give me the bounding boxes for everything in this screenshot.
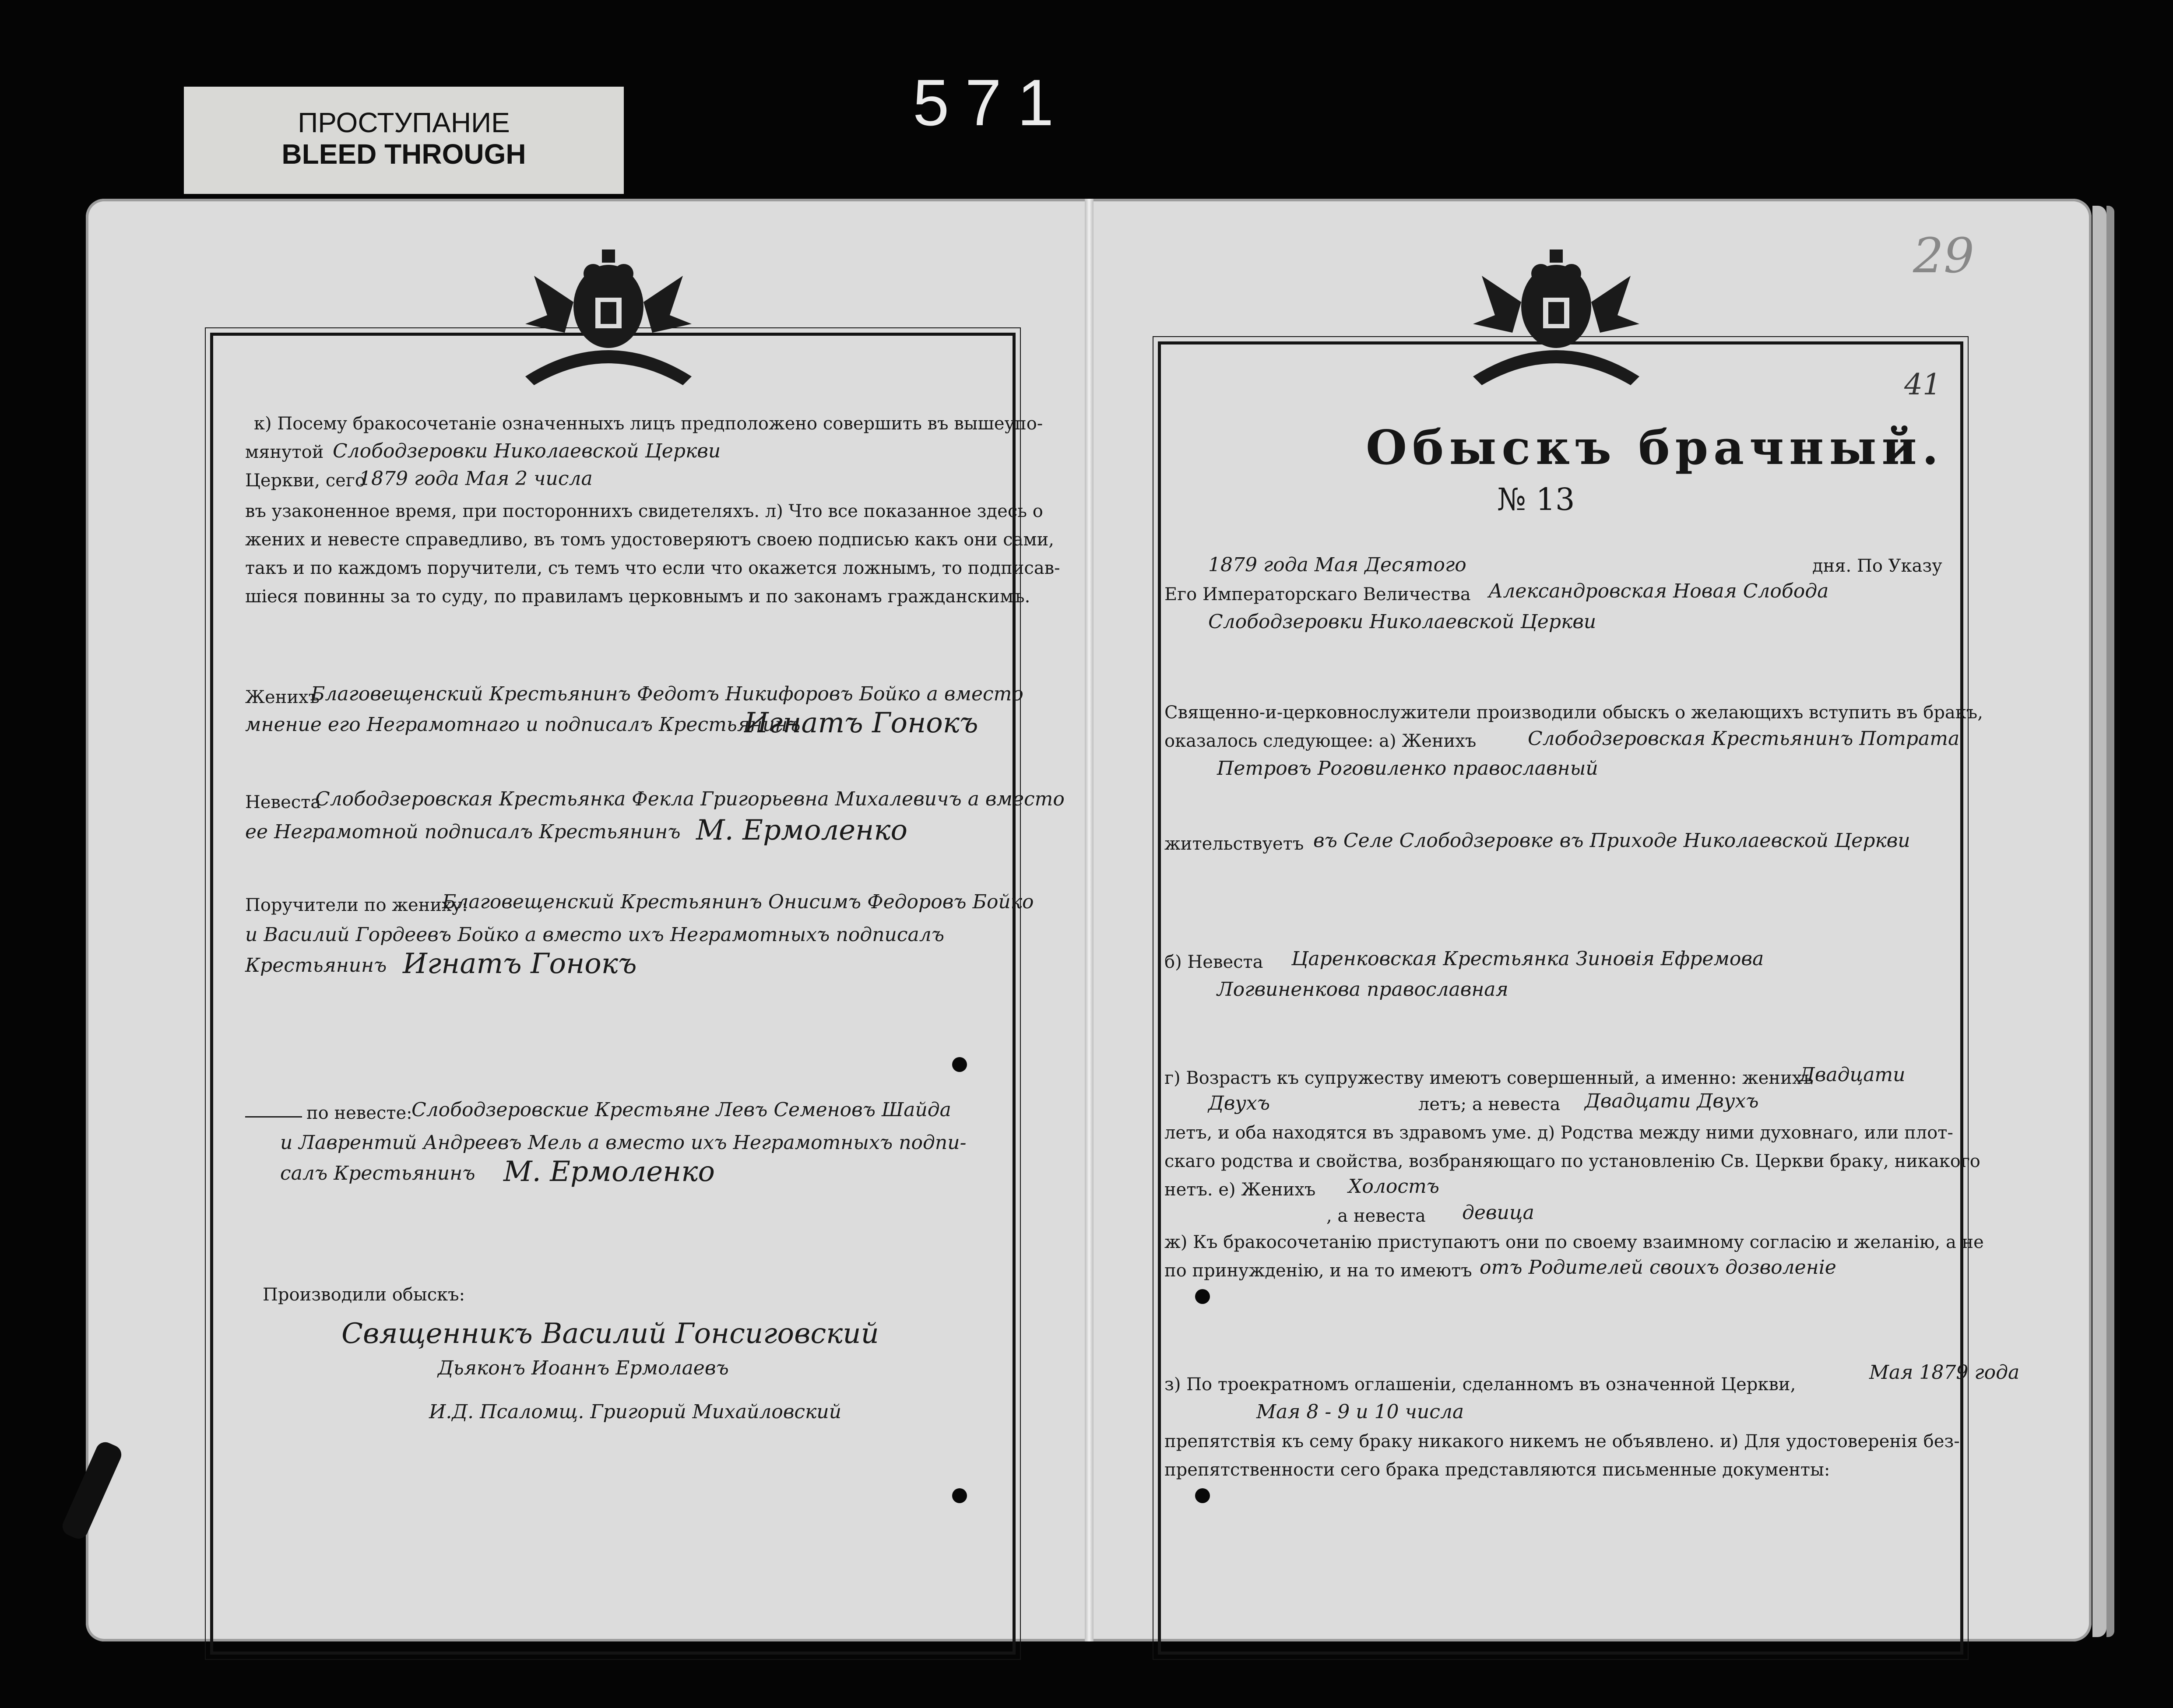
imperial-eagle-emblem-icon	[1464, 250, 1648, 390]
majesty-line: Его Императорскаго Величества	[1164, 584, 1471, 604]
bride-handwritten-2: ее Неграмотной подписалъ Крестьянинъ	[245, 821, 681, 843]
signature-rule	[245, 1116, 302, 1118]
found-line: оказалось следующее: а) Женихъ	[1164, 731, 1477, 751]
groom-status-handwritten: Холостъ	[1348, 1175, 1440, 1198]
consent-line: ж) Къ бракосочетанiю приступаютъ они по своему взаимному согласiю и желанiю, а не	[1164, 1232, 1984, 1252]
groom-handwritten-2: Петровъ Роговиленко православный	[1217, 757, 1598, 780]
groom-label: Женихъ	[245, 687, 320, 707]
consent-line-2: по принужденiю, и на то имеютъ	[1164, 1261, 1472, 1281]
church-handwritten: Слободзеровки Николаевской Церкви	[1208, 611, 1596, 633]
guarantor-bride-handwritten-2: и Лаврентий Андреевъ Мель а вместо ихъ Неграмотныхъ подпи-	[280, 1132, 967, 1154]
bride-handwritten: Царенковская Крестьянка Зиновiя Ефремова	[1291, 948, 1764, 970]
groom-handwritten: Слободзеровская Крестьянинъ Потрата	[1528, 727, 1960, 750]
day-decree: дня. По Указу	[1812, 556, 1942, 576]
residence-handwritten: въ Селе Слободзеровке въ Приходе Николаевской Церкви	[1313, 829, 1910, 852]
penalty-line: шiеся повинны за то суду, по правиламъ церковнымъ и по законамъ гражданскимъ.	[245, 587, 1030, 607]
label-line-english: BLEED THROUGH	[281, 138, 526, 170]
page-edge	[2092, 206, 2106, 1637]
bride-handwritten-2: Логвиненкова православная	[1217, 978, 1508, 1001]
bride-status-handwritten: девица	[1462, 1202, 1534, 1224]
performed-label: Производили обыскъ:	[263, 1285, 465, 1305]
bleed-through-label	[184, 87, 624, 194]
frame-number: 571	[913, 66, 1070, 139]
guarantor-groom-label: Поручители по жениху:	[245, 895, 468, 915]
groom-handwritten-2: мнение его Неграмотнаго и подписалъ Крестьянинъ	[245, 713, 801, 736]
guarantor-groom-handwritten-2: и Василий Гордеевъ Бойко а вместо ихъ Неграмотныхъ подписалъ	[245, 924, 945, 946]
banns-line: з) По троекратномъ оглашенiи, сделанномъ въ означенной Церкви,	[1164, 1374, 1796, 1395]
binding-hole	[1195, 1289, 1210, 1304]
guarantor-bride-handwritten: Слободзеровские Крестьяне Левъ Семеновъ Шайда	[411, 1099, 951, 1121]
intro-line: к) Посему бракосочетанiе означенныхъ лицъ предположено совершить въ вышеупо-	[254, 414, 1043, 434]
status-line: нетъ. е) Женихъ	[1164, 1180, 1316, 1200]
kinship-line: скаго родства и свойства, возбраняющаго по установленiю Св. Церкви браку, никакого	[1164, 1151, 1980, 1171]
guarantor-bride-label: по невесте:	[306, 1103, 412, 1123]
guarantor-groom-handwritten-3: Крестьянинъ	[245, 954, 387, 977]
age-line: г) Возрастъ къ супружеству имеютъ совершенный, а именно: женихъ	[1164, 1068, 1813, 1088]
guarantor-bride-signature: М. Ермоленко	[503, 1156, 715, 1188]
book-gutter	[1085, 199, 1094, 1641]
groom-handwritten: Благовещенский Крестьянинъ Федотъ Никифоровъ Бойко а вместо	[311, 683, 1023, 705]
binding-hole	[952, 1488, 967, 1503]
majesty-handwritten: Александровская Новая Слобода	[1488, 580, 1829, 602]
age-bride-handwritten: Двадцати Двухъ	[1585, 1090, 1759, 1112]
residence-label: жительствуетъ	[1164, 834, 1304, 854]
groom-signature: Игнатъ Гонокъ	[744, 707, 978, 739]
bride-status-label: , а невеста	[1326, 1206, 1426, 1226]
intro-church-handwritten: Слободзеровки Николаевской Церкви	[333, 440, 721, 462]
clergy-line: Священно-и-церковнослужители производили обыскъ о желающихъ вступить въ бракъ,	[1164, 703, 1983, 723]
deacon-signature: Дьяконъ Иоаннъ Ермолаевъ	[438, 1357, 729, 1379]
banns-dates-handwritten: Мая 8 - 9 и 10 числа	[1256, 1401, 1464, 1423]
age-bride-label: летъ; а невеста	[1418, 1094, 1561, 1114]
label-line-russian: ПРОСТУПАНИЕ	[298, 107, 510, 138]
documents-line: препятственности сего брака представляются письменные документы:	[1164, 1460, 1830, 1480]
priest-signature: Священникъ Василий Гонсиговский	[341, 1318, 879, 1350]
age-groom-handwritten: Двадцати	[1799, 1064, 1906, 1086]
psalmist-signature: И.Д. Псаломщ. Григорий Михайловский	[429, 1401, 842, 1423]
page-number: 29	[1913, 228, 1974, 284]
intro-line-2: мянутой	[245, 442, 324, 462]
binding-hole	[1195, 1488, 1210, 1503]
date-handwritten: 1879 года Мая 2 числа	[359, 467, 593, 490]
guarantors-line: такъ и по каждомъ поручители, съ темъ что если что окажется ложнымъ, то подписав-	[245, 558, 1060, 578]
pencil-number: 41	[1904, 368, 1941, 401]
date-handwritten: 1879 года Мая Десятого	[1208, 554, 1466, 576]
binding-hole	[952, 1057, 967, 1072]
consent-handwritten: отъ Родителей своихъ дозволенiе	[1480, 1256, 1836, 1279]
bride-handwritten: Слободзеровская Крестьянка Фекла Григорьевна Михалевичъ а вместо	[315, 788, 1065, 810]
page-edge-dark	[2106, 206, 2114, 1637]
guarantor-bride-handwritten-3: салъ Крестьянинъ	[280, 1162, 475, 1184]
bride-signature: М. Ермоленко	[696, 814, 908, 847]
record-number: № 13	[1497, 481, 1575, 517]
health-line: летъ, и оба находятся въ здравомъ уме. д) Родства между ними духовнаго, или плот-	[1164, 1123, 1953, 1143]
bride-label: б) Невеста	[1164, 952, 1263, 972]
bride-label: Невеста	[245, 792, 321, 812]
imperial-eagle-emblem-icon	[517, 250, 700, 390]
age-groom-handwritten-2: Двухъ	[1208, 1092, 1270, 1114]
truth-line: жених и невесте справедливо, въ томъ удостоверяютъ своею подписью какъ они сами,	[245, 530, 1054, 550]
guarantor-groom-signature: Игнатъ Гонокъ	[403, 948, 637, 980]
document-title: Обыскъ брачный.	[1366, 420, 1944, 475]
impediment-line: препятствiя къ сему браку никакого никемъ не объявлено. и) Для удостоверенiя без-	[1164, 1431, 1960, 1451]
church-line: Церкви, сего	[245, 471, 366, 491]
guarantor-groom-handwritten: Благовещенский Крестьянинъ Онисимъ Федоровъ Бойко	[442, 891, 1034, 913]
lawful-line: въ узаконенное время, при постороннихъ свидетеляхъ. л) Что все показанное здесь о	[245, 501, 1043, 521]
banns-handwritten: Мая 1879 года	[1869, 1361, 2020, 1384]
